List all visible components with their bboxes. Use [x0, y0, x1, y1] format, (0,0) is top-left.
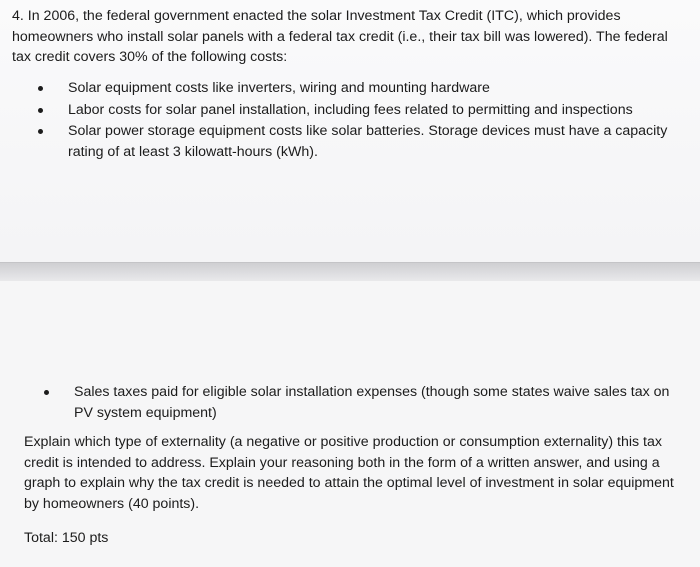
list-item-text: Sales taxes paid for eligible solar installation expenses (though some states waive sales tax on PV system equipment)	[74, 384, 670, 421]
list-item	[38, 121, 678, 162]
explain-prompt: Explain which type of externality (a negative or positive production or consumption externality) this tax credit is intended to address. Explain your reasoning both in the form of a written answer, and using a graph to explain why the tax credit is needed to attain the optimal level of investment in solar equipment by homeowners (40 points).	[24, 434, 674, 512]
bullet-icon	[38, 108, 43, 113]
bullet-icon	[38, 129, 43, 134]
continued-cost-list	[44, 382, 674, 423]
list-item-text: Labor costs for solar panel installation, including fees related to permitting and inspections	[68, 101, 633, 118]
bullet-icon	[44, 390, 49, 395]
list-item	[38, 100, 678, 121]
cost-list	[38, 78, 678, 163]
list-item-text: Solar equipment costs like inverters, wiring and mounting hardware	[68, 80, 490, 96]
total-points: Total: 150 pts	[24, 530, 109, 546]
list-item	[44, 382, 674, 423]
list-item	[38, 78, 678, 99]
question-panel-top	[0, 0, 700, 258]
bullet-icon	[38, 86, 43, 91]
page-divider	[0, 262, 700, 281]
question-panel-bottom	[0, 281, 700, 567]
list-item-text: Solar power storage equipment costs like solar batteries. Storage devices must have a capacity rating of at least 3 kilowatt-hours (kWh).	[68, 123, 668, 160]
question-intro: 4. In 2006, the federal government enacted the solar Investment Tax Credit (ITC), which provides homeowners who install solar panels with a federal tax credit (i.e., their tax bill was lowered). The federal tax credit covers 30% of the following costs:	[12, 8, 668, 65]
